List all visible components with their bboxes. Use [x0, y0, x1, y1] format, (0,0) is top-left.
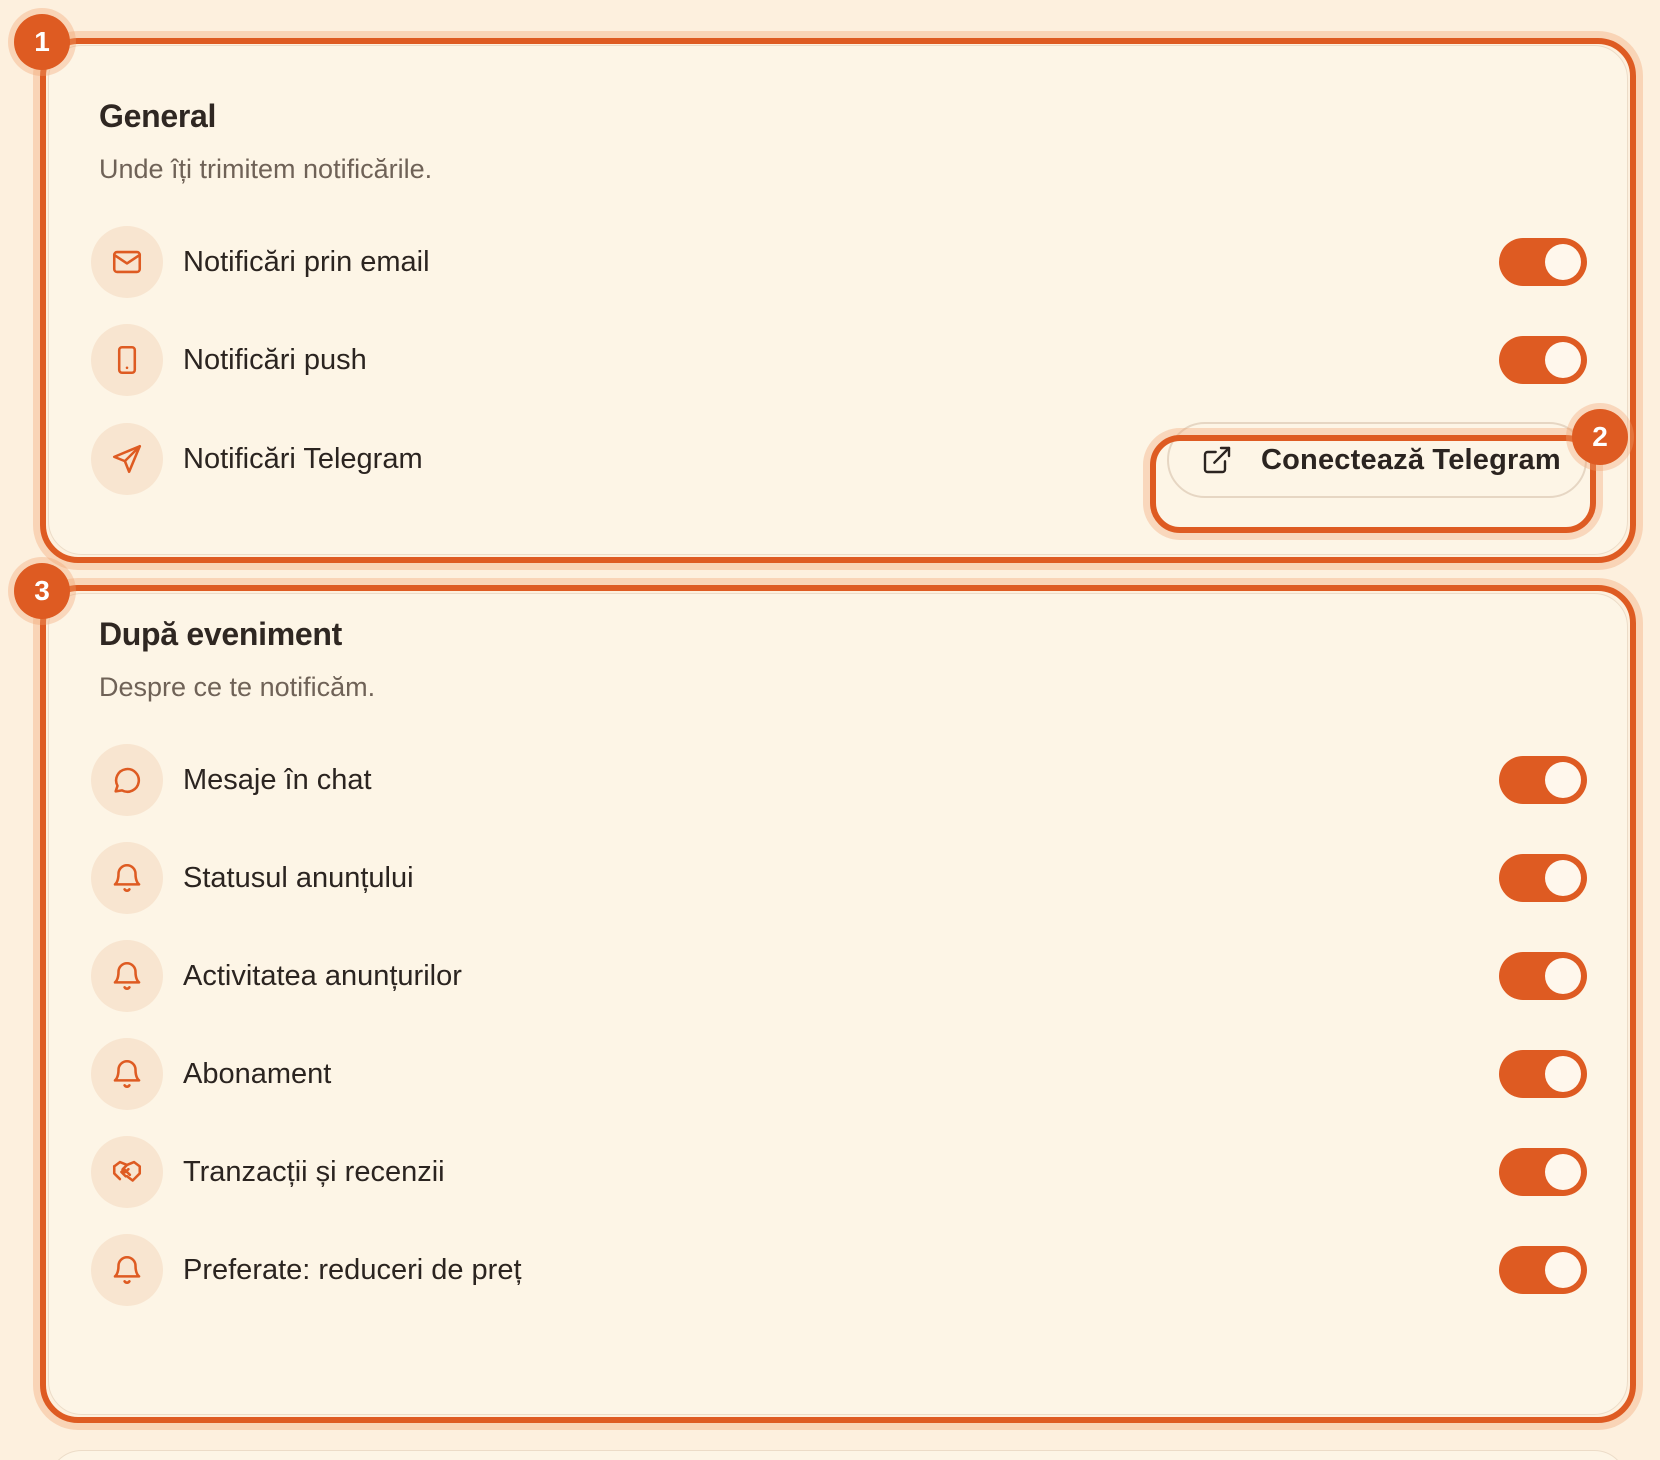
general-subtitle: Unde îți trimitem notificările.	[99, 154, 433, 184]
chat-messages-toggle[interactable]	[1499, 756, 1587, 804]
message-circle-icon	[91, 744, 163, 816]
event-settings-card	[48, 593, 1628, 1415]
bell-icon	[91, 1234, 163, 1306]
external-link-icon	[1201, 444, 1233, 476]
email-notifications-row	[91, 226, 1587, 298]
email-notifications-label: Notificări prin email	[183, 246, 430, 278]
favorites-price-drops-row	[91, 1234, 1587, 1306]
subscription-label: Abonament	[183, 1058, 332, 1090]
toggle-knob	[1545, 1056, 1581, 1092]
connect-telegram-button[interactable]	[1167, 422, 1587, 498]
listings-activity-toggle[interactable]	[1499, 952, 1587, 1000]
transactions-reviews-label: Tranzacții și recenzii	[183, 1156, 445, 1188]
bell-icon	[91, 842, 163, 914]
listing-status-toggle[interactable]	[1499, 854, 1587, 902]
annotation-badge-2: 2	[1572, 409, 1628, 465]
next-settings-card	[48, 1450, 1628, 1460]
bell-icon	[91, 1038, 163, 1110]
push-notifications-toggle[interactable]	[1499, 336, 1587, 384]
subscription-toggle[interactable]	[1499, 1050, 1587, 1098]
annotation-badge-1: 1	[14, 14, 70, 70]
listings-activity-label: Activitatea anunțurilor	[183, 960, 462, 992]
email-notifications-toggle[interactable]	[1499, 238, 1587, 286]
chat-messages-row	[91, 744, 1587, 816]
general-settings-card	[48, 45, 1628, 555]
push-notifications-label: Notificări push	[183, 344, 367, 376]
send-icon	[91, 423, 163, 495]
events-title: După eveniment	[99, 616, 342, 652]
toggle-knob	[1545, 1252, 1581, 1288]
listing-status-label: Statusul anunțului	[183, 862, 414, 894]
chat-messages-label: Mesaje în chat	[183, 764, 372, 796]
smartphone-icon	[91, 324, 163, 396]
toggle-knob	[1545, 244, 1581, 280]
handshake-icon	[91, 1136, 163, 1208]
telegram-notifications-label: Notificări Telegram	[183, 443, 423, 475]
annotation-badge-3: 3	[14, 563, 70, 619]
toggle-knob	[1545, 762, 1581, 798]
general-title: General	[99, 98, 217, 134]
favorites-price-drops-label: Preferate: reduceri de preț	[183, 1254, 522, 1286]
transactions-reviews-row	[91, 1136, 1587, 1208]
mail-icon	[91, 226, 163, 298]
push-notifications-row	[91, 324, 1587, 396]
favorites-price-drops-toggle[interactable]	[1499, 1246, 1587, 1294]
events-subtitle: Despre ce te notificăm.	[99, 672, 376, 702]
toggle-knob	[1545, 860, 1581, 896]
subscription-row	[91, 1038, 1587, 1110]
toggle-knob	[1545, 1154, 1581, 1190]
toggle-knob	[1545, 342, 1581, 378]
listings-activity-row	[91, 940, 1587, 1012]
listing-status-row	[91, 842, 1587, 914]
toggle-knob	[1545, 958, 1581, 994]
telegram-notifications-row	[91, 423, 1587, 495]
transactions-reviews-toggle[interactable]	[1499, 1148, 1587, 1196]
connect-telegram-label: Conectează Telegram	[1261, 443, 1561, 476]
bell-icon	[91, 940, 163, 1012]
